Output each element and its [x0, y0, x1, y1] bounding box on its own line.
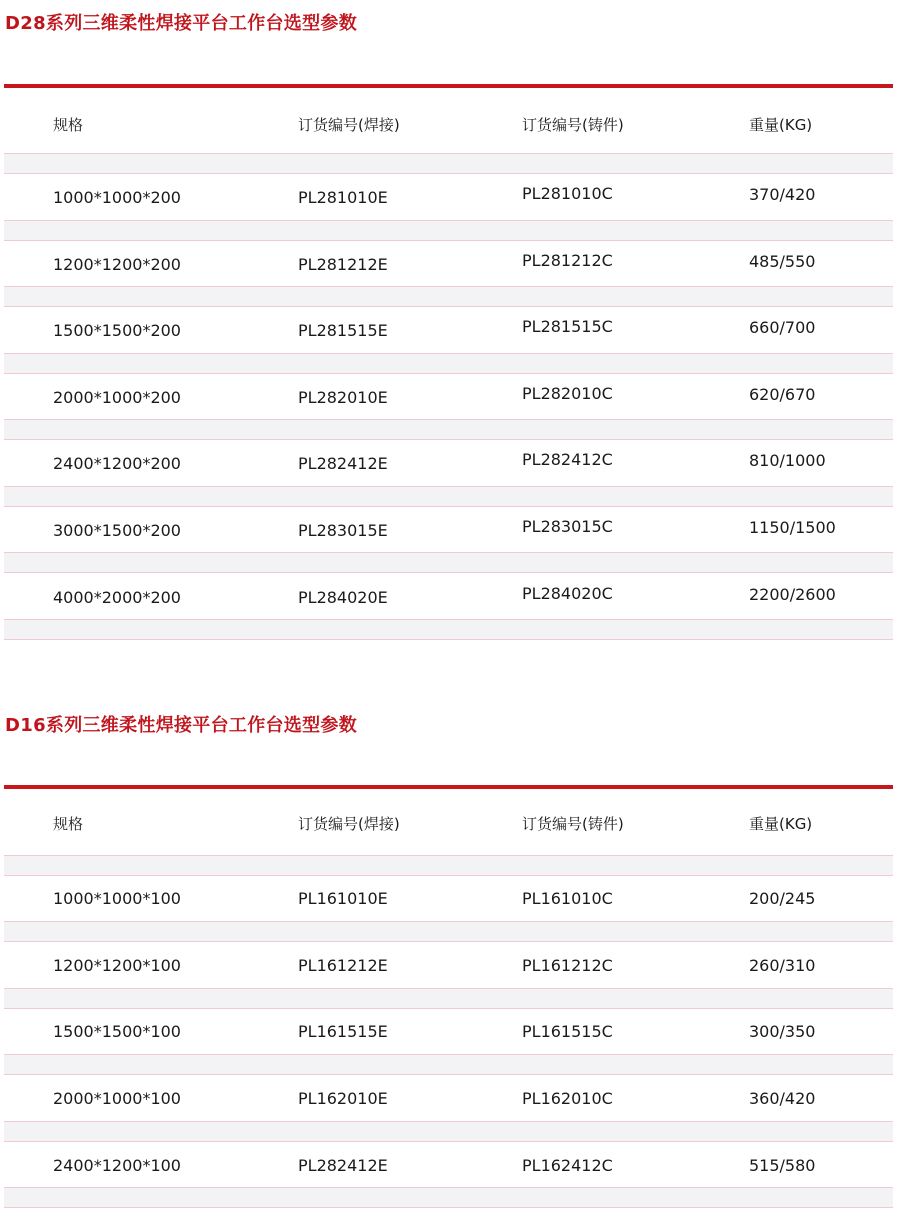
- row-separator: [4, 921, 893, 942]
- cell-spec: 3000*1500*200: [53, 521, 181, 540]
- header-weight: 重量(KG): [749, 815, 813, 833]
- cell-order-cast: PL282412C: [522, 450, 613, 469]
- header-order-weld: 订货编号(焊接): [298, 815, 400, 833]
- header-order-weld: 订货编号(焊接): [298, 116, 400, 134]
- cell-spec: 1000*1000*200: [53, 188, 181, 207]
- row-separator: [4, 286, 893, 307]
- cell-order-cast: PL284020C: [522, 584, 613, 603]
- cell-weight: 620/670: [749, 385, 816, 404]
- cell-weight: 515/580: [749, 1156, 816, 1175]
- cell-order-cast: PL283015C: [522, 517, 613, 536]
- table-row: [0, 584, 900, 610]
- cell-spec: 4000*2000*200: [53, 588, 181, 607]
- cell-order-cast: PL162412C: [522, 1156, 613, 1175]
- cell-order-weld: PL281212E: [298, 255, 388, 274]
- cell-order-cast: PL281010C: [522, 184, 613, 203]
- row-separator: [4, 419, 893, 440]
- cell-order-cast: PL161515C: [522, 1022, 613, 1041]
- header-spec: 规格: [53, 116, 84, 134]
- table-header: [0, 114, 900, 134]
- table-row: [0, 317, 900, 343]
- table-row: [0, 184, 900, 210]
- header-divider: [4, 84, 893, 88]
- cell-order-weld: PL284020E: [298, 588, 388, 607]
- cell-spec: 2400*1200*100: [53, 1156, 181, 1175]
- row-separator: [4, 1054, 893, 1075]
- row-separator: [4, 353, 893, 374]
- cell-weight: 260/310: [749, 956, 816, 975]
- header-spec: 规格: [53, 815, 84, 833]
- cell-order-weld: PL161010E: [298, 889, 388, 908]
- row-separator: [4, 1187, 893, 1208]
- cell-order-cast: PL162010C: [522, 1089, 613, 1108]
- cell-order-weld: PL282412E: [298, 454, 388, 473]
- cell-spec: 1500*1500*100: [53, 1022, 181, 1041]
- table-row: [0, 889, 900, 911]
- row-separator: [4, 1121, 893, 1142]
- cell-spec: 2000*1000*100: [53, 1089, 181, 1108]
- cell-spec: 2400*1200*200: [53, 454, 181, 473]
- table-row: [0, 956, 900, 978]
- section-title: D16系列三维柔性焊接平台工作台选型参数: [5, 715, 357, 736]
- header-divider: [4, 785, 893, 789]
- cell-spec: 1500*1500*200: [53, 321, 181, 340]
- table-row: [0, 1156, 900, 1178]
- row-separator: [4, 486, 893, 507]
- cell-weight: 810/1000: [749, 451, 826, 470]
- row-separator: [4, 220, 893, 241]
- cell-order-weld: PL161212E: [298, 956, 388, 975]
- row-separator: [4, 855, 893, 876]
- cell-spec: 2000*1000*200: [53, 388, 181, 407]
- cell-order-weld: PL282010E: [298, 388, 388, 407]
- table-row: [0, 251, 900, 277]
- cell-order-cast: PL161010C: [522, 889, 613, 908]
- row-separator: [4, 988, 893, 1009]
- cell-order-weld: PL161515E: [298, 1022, 388, 1041]
- cell-order-weld: PL281010E: [298, 188, 388, 207]
- row-separator: [4, 552, 893, 573]
- table-row: [0, 1089, 900, 1111]
- cell-weight: 660/700: [749, 318, 816, 337]
- header-order-cast: 订货编号(铸件): [522, 815, 624, 833]
- row-separator: [4, 153, 893, 174]
- cell-weight: 360/420: [749, 1089, 816, 1108]
- header-order-cast: 订货编号(铸件): [522, 116, 624, 134]
- cell-order-weld: PL162010E: [298, 1089, 388, 1108]
- cell-weight: 1150/1500: [749, 518, 836, 537]
- cell-weight: 200/245: [749, 889, 816, 908]
- cell-weight: 485/550: [749, 252, 816, 271]
- table-row: [0, 517, 900, 543]
- cell-order-cast: PL282010C: [522, 384, 613, 403]
- table-row: [0, 450, 900, 476]
- cell-spec: 1200*1200*100: [53, 956, 181, 975]
- cell-order-cast: PL161212C: [522, 956, 613, 975]
- row-separator: [4, 619, 893, 640]
- cell-order-weld: PL281515E: [298, 321, 388, 340]
- cell-weight: 300/350: [749, 1022, 816, 1041]
- cell-order-cast: PL281212C: [522, 251, 613, 270]
- cell-weight: 370/420: [749, 185, 816, 204]
- table-row: [0, 384, 900, 410]
- cell-order-weld: PL282412E: [298, 1156, 388, 1175]
- cell-order-cast: PL281515C: [522, 317, 613, 336]
- table-header: [0, 813, 900, 833]
- table-row: [0, 1022, 900, 1044]
- cell-spec: 1200*1200*200: [53, 255, 181, 274]
- header-weight: 重量(KG): [749, 116, 813, 134]
- cell-order-weld: PL283015E: [298, 521, 388, 540]
- cell-weight: 2200/2600: [749, 585, 836, 604]
- cell-spec: 1000*1000*100: [53, 889, 181, 908]
- section-title: D28系列三维柔性焊接平台工作台选型参数: [5, 13, 357, 34]
